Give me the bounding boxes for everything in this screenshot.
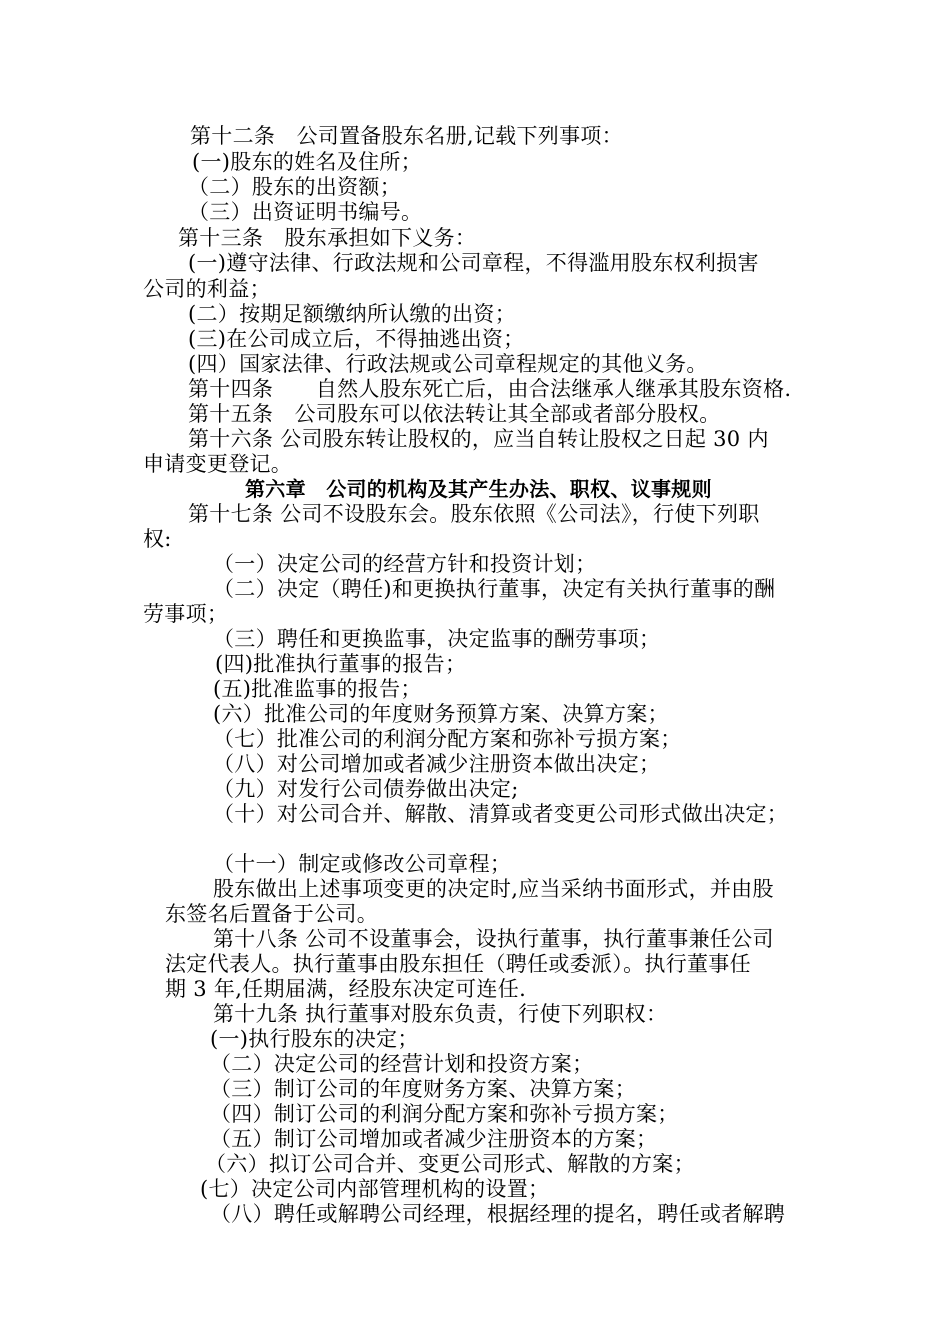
article-19-item-5: （五）制订公司增加或者减少注册资本的方案； <box>210 1127 658 1151</box>
article-17-item-3: （三）聘任和更换监事，决定监事的酬劳事项； <box>213 627 661 651</box>
article-12-line: 第十二条 公司置备股东名册,记载下列事项： <box>190 124 623 148</box>
article-17-cont: 权: <box>143 527 172 551</box>
article-15-line: 第十五条 公司股东可以依法转让其全部或者部分股权。 <box>188 402 721 426</box>
article-16-line: 第十六条 公司股东转让股权的，应当自转让股权之日起 30 内 <box>188 427 769 451</box>
article-19-item-6: （六）拟订公司合并、变更公司形式、解散的方案； <box>205 1152 695 1176</box>
chapter-6-heading: 第六章 公司的机构及其产生办法、职权、议事规则 <box>245 477 712 501</box>
article-17-item-1: （一）决定公司的经营方针和投资计划； <box>213 552 597 576</box>
article-17-item-11: （十一）制定或修改公司章程； <box>213 852 512 876</box>
article-13-item-1: (一)遵守法律、行政法规和公司章程，不得滥用股东权利损害 <box>188 251 759 275</box>
article-12-item-3: （三）出资证明书编号。 <box>188 200 423 224</box>
article-13-item-1-cont: 公司的利益； <box>143 277 271 301</box>
article-19-item-3: （三）制订公司的年度财务方案、决算方案； <box>210 1077 636 1101</box>
article-12-item-2: （二）股东的出资额； <box>188 175 401 199</box>
article-18-cont-2: 期 3 年,任期届满，经股东决定可连任. <box>165 977 527 1001</box>
article-19-item-4: （四）制订公司的利润分配方案和弥补亏损方案； <box>210 1102 679 1126</box>
article-17-item-4: (四)批准执行董事的报告； <box>215 652 467 676</box>
article-13-item-3: (三)在公司成立后，不得抽逃出资； <box>188 327 525 351</box>
article-17-item-2-cont: 劳事项； <box>143 602 229 626</box>
article-17-item-5: (五)批准监事的报告； <box>213 677 422 701</box>
article-17-item-9: （九）对发行公司债券做出决定; <box>213 777 519 801</box>
article-17-line: 第十七条 公司不设股东会。股东依照《公司法》，行使下列职 <box>188 502 760 526</box>
article-19-item-2: （二）决定公司的经营计划和投资方案； <box>210 1052 594 1076</box>
article-19-item-1: (一)执行股东的决定； <box>210 1027 419 1051</box>
shareholder-decision-cont: 东签名后置备于公司。 <box>165 902 378 926</box>
article-19-item-8: （八）聘任或解聘公司经理，根据经理的提名，聘任或者解聘 <box>210 1202 786 1226</box>
article-17-item-6: (六）批准公司的年度财务预算方案、决算方案； <box>213 702 669 726</box>
article-12-item-1: (一)股东的姓名及住所； <box>192 150 422 174</box>
article-19-line: 第十九条 执行董事对股东负责，行使下列职权： <box>213 1002 668 1026</box>
shareholder-decision-line: 股东做出上述事项变更的决定时,应当采纳书面形式，并由股 <box>213 877 774 901</box>
article-18-cont-1: 法定代表人。执行董事由股东担任（聘任或委派）。执行董事任 <box>165 952 751 976</box>
article-13-item-2: (二）按期足额缴纳所认缴的出资； <box>188 302 516 326</box>
article-17-item-2: （二）决定（聘任)和更换执行董事，决定有关执行董事的酬 <box>213 577 776 601</box>
article-17-item-8: （八）对公司增加或者减少注册资本做出决定； <box>213 752 661 776</box>
article-18-line: 第十八条 公司不设董事会，设执行董事，执行董事兼任公司 <box>213 927 774 951</box>
article-17-item-10: （十）对公司合并、解散、清算或者变更公司形式做出决定； <box>213 802 789 826</box>
article-17-item-7: （七）批准公司的利润分配方案和弥补亏损方案； <box>213 727 682 751</box>
article-13-line: 第十三条 股东承担如下义务： <box>178 226 477 250</box>
article-19-item-7: (七）决定公司内部管理机构的设置； <box>200 1177 550 1201</box>
article-14-line: 第十四条 自然人股东死亡后，由合法继承人继承其股东资格. <box>188 377 792 401</box>
article-13-item-4: (四）国家法律、行政法规或公司章程规定的其他义务。 <box>188 352 708 376</box>
article-16-cont: 申请变更登记。 <box>143 452 293 476</box>
